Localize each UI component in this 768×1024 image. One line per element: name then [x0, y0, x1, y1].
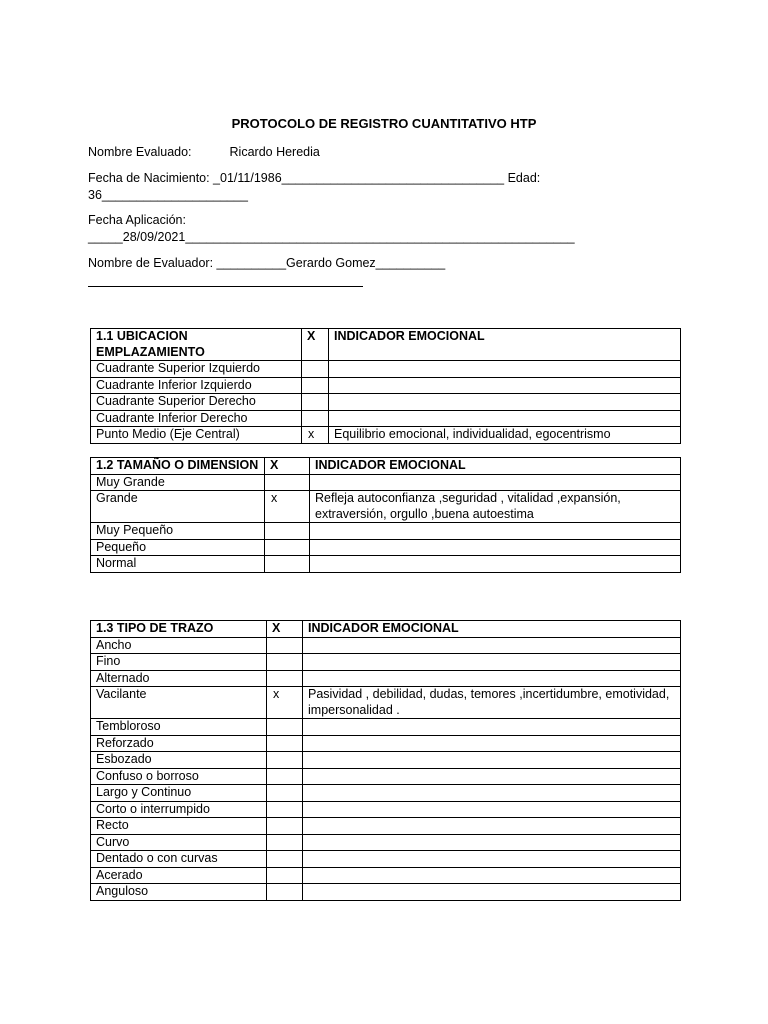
nombre-evaluador-line: Nombre de Evaluador: __________Gerardo Gomez__________: [88, 256, 446, 270]
row-mark: [302, 377, 329, 394]
header-cell: X: [302, 329, 329, 361]
document-title: PROTOCOLO DE REGISTRO CUANTITATIVO HTP: [231, 116, 537, 131]
header-cell: 1.1 UBICACION EMPLAZAMIENTO: [91, 329, 302, 361]
row-mark: [267, 670, 303, 687]
row-indicator: [303, 752, 681, 769]
row-indicator: [303, 785, 681, 802]
row-label: Fino: [91, 654, 267, 671]
row-indicator: [303, 801, 681, 818]
row-mark: [302, 361, 329, 378]
row-label: Cuadrante Inferior Izquierdo: [91, 377, 302, 394]
row-label: Acerado: [91, 867, 267, 884]
table-row: [91, 785, 681, 802]
table-row: [91, 427, 681, 444]
table-row: [91, 394, 681, 411]
row-label: Reforzado: [91, 735, 267, 752]
nombre-evaluado-label: Nombre Evaluado:: [88, 145, 192, 159]
table-row: [91, 752, 681, 769]
row-indicator: [310, 539, 681, 556]
row-label: Esbozado: [91, 752, 267, 769]
row-label: Cuadrante Inferior Derecho: [91, 410, 302, 427]
table-row: [91, 884, 681, 901]
header-cell: X: [267, 621, 303, 638]
table-row: [91, 735, 681, 752]
table-tipo-trazo: [90, 620, 681, 901]
row-mark: x: [267, 687, 303, 719]
row-label: Alternado: [91, 670, 267, 687]
row-mark: [267, 637, 303, 654]
header-cell: INDICADOR EMOCIONAL: [310, 458, 681, 475]
row-mark: [267, 768, 303, 785]
row-indicator: [303, 818, 681, 835]
row-mark: [265, 556, 310, 573]
table-row: [91, 377, 681, 394]
row-mark: x: [265, 491, 310, 523]
row-label: Normal: [91, 556, 265, 573]
table-row: [91, 539, 681, 556]
row-mark: [267, 834, 303, 851]
row-indicator: [310, 556, 681, 573]
table-row: [91, 410, 681, 427]
row-indicator: [303, 834, 681, 851]
row-indicator: [310, 523, 681, 540]
table-row: [91, 768, 681, 785]
table-row: [91, 523, 681, 540]
row-indicator: [303, 867, 681, 884]
row-label: Corto o interrumpido: [91, 801, 267, 818]
table-header-row: [91, 458, 681, 475]
table-row: [91, 851, 681, 868]
table-row: [91, 801, 681, 818]
table-row: [91, 491, 681, 523]
row-indicator: [310, 474, 681, 491]
row-mark: [267, 654, 303, 671]
table-row: [91, 719, 681, 736]
row-mark: x: [302, 427, 329, 444]
row-label: Cuadrante Superior Izquierdo: [91, 361, 302, 378]
row-mark: [267, 735, 303, 752]
row-indicator: [329, 410, 681, 427]
row-indicator: [303, 735, 681, 752]
divider-line: [88, 286, 363, 287]
row-label: Cuadrante Superior Derecho: [91, 394, 302, 411]
header-cell: INDICADOR EMOCIONAL: [329, 329, 681, 361]
table-row: [91, 670, 681, 687]
row-label: Pequeño: [91, 539, 265, 556]
row-label: Punto Medio (Eje Central): [91, 427, 302, 444]
table-row: [91, 818, 681, 835]
row-mark: [267, 851, 303, 868]
nombre-evaluado-value: Ricardo Heredia: [229, 145, 320, 159]
table-row: [91, 361, 681, 378]
row-mark: [267, 801, 303, 818]
row-mark: [267, 719, 303, 736]
row-label: Largo y Continuo: [91, 785, 267, 802]
table-header-row: [91, 329, 681, 361]
nombre-evaluado-line: [88, 144, 320, 161]
row-label: Tembloroso: [91, 719, 267, 736]
row-mark: [267, 752, 303, 769]
row-indicator: [303, 719, 681, 736]
row-label: Confuso o borroso: [91, 768, 267, 785]
row-indicator: Pasividad , debilidad, dudas, temores ,incertidumbre, emotividad, impersonalidad .: [303, 687, 681, 719]
row-indicator: [303, 851, 681, 868]
row-mark: [302, 410, 329, 427]
table-row: [91, 834, 681, 851]
row-mark: [265, 523, 310, 540]
row-mark: [302, 394, 329, 411]
row-indicator: [329, 361, 681, 378]
header-cell: X: [265, 458, 310, 475]
row-mark: [265, 539, 310, 556]
row-indicator: [303, 670, 681, 687]
row-label: Ancho: [91, 637, 267, 654]
table-row: [91, 474, 681, 491]
row-mark: [265, 474, 310, 491]
row-label: Muy Pequeño: [91, 523, 265, 540]
table-row: [91, 637, 681, 654]
row-mark: [267, 785, 303, 802]
edad-line: 36_____________________: [88, 188, 248, 202]
table-ubicacion-emplazamiento: [90, 328, 681, 444]
header-cell: INDICADOR EMOCIONAL: [303, 621, 681, 638]
row-mark: [267, 884, 303, 901]
table-row: [91, 556, 681, 573]
row-mark: [267, 867, 303, 884]
header-cell: 1.2 TAMAÑO O DIMENSION: [91, 458, 265, 475]
row-indicator: [303, 884, 681, 901]
row-indicator: Refleja autoconfianza ,seguridad , vitalidad ,expansión, extraversión, orgullo ,buena autoestima: [310, 491, 681, 523]
table-row: [91, 654, 681, 671]
table-tamano-dimension: [90, 457, 681, 573]
row-indicator: [329, 377, 681, 394]
header-cell: 1.3 TIPO DE TRAZO: [91, 621, 267, 638]
row-label: Muy Grande: [91, 474, 265, 491]
row-label: Anguloso: [91, 884, 267, 901]
row-label: Recto: [91, 818, 267, 835]
table-row: [91, 867, 681, 884]
table-row: [91, 687, 681, 719]
fecha-aplicacion-line: _____28/09/2021________________________________________________________: [88, 230, 575, 244]
row-label: Vacilante: [91, 687, 267, 719]
fecha-aplicacion-label: Fecha Aplicación:: [88, 213, 186, 227]
row-label: Dentado o con curvas: [91, 851, 267, 868]
row-indicator: [303, 768, 681, 785]
row-indicator: [329, 394, 681, 411]
row-indicator: [303, 654, 681, 671]
row-indicator: Equilibrio emocional, individualidad, egocentrismo: [329, 427, 681, 444]
fecha-nacimiento-line: Fecha de Nacimiento: _01/11/1986________________________________ Edad:: [88, 171, 541, 185]
row-label: Curvo: [91, 834, 267, 851]
row-indicator: [303, 637, 681, 654]
row-mark: [267, 818, 303, 835]
table-header-row: [91, 621, 681, 638]
row-label: Grande: [91, 491, 265, 523]
